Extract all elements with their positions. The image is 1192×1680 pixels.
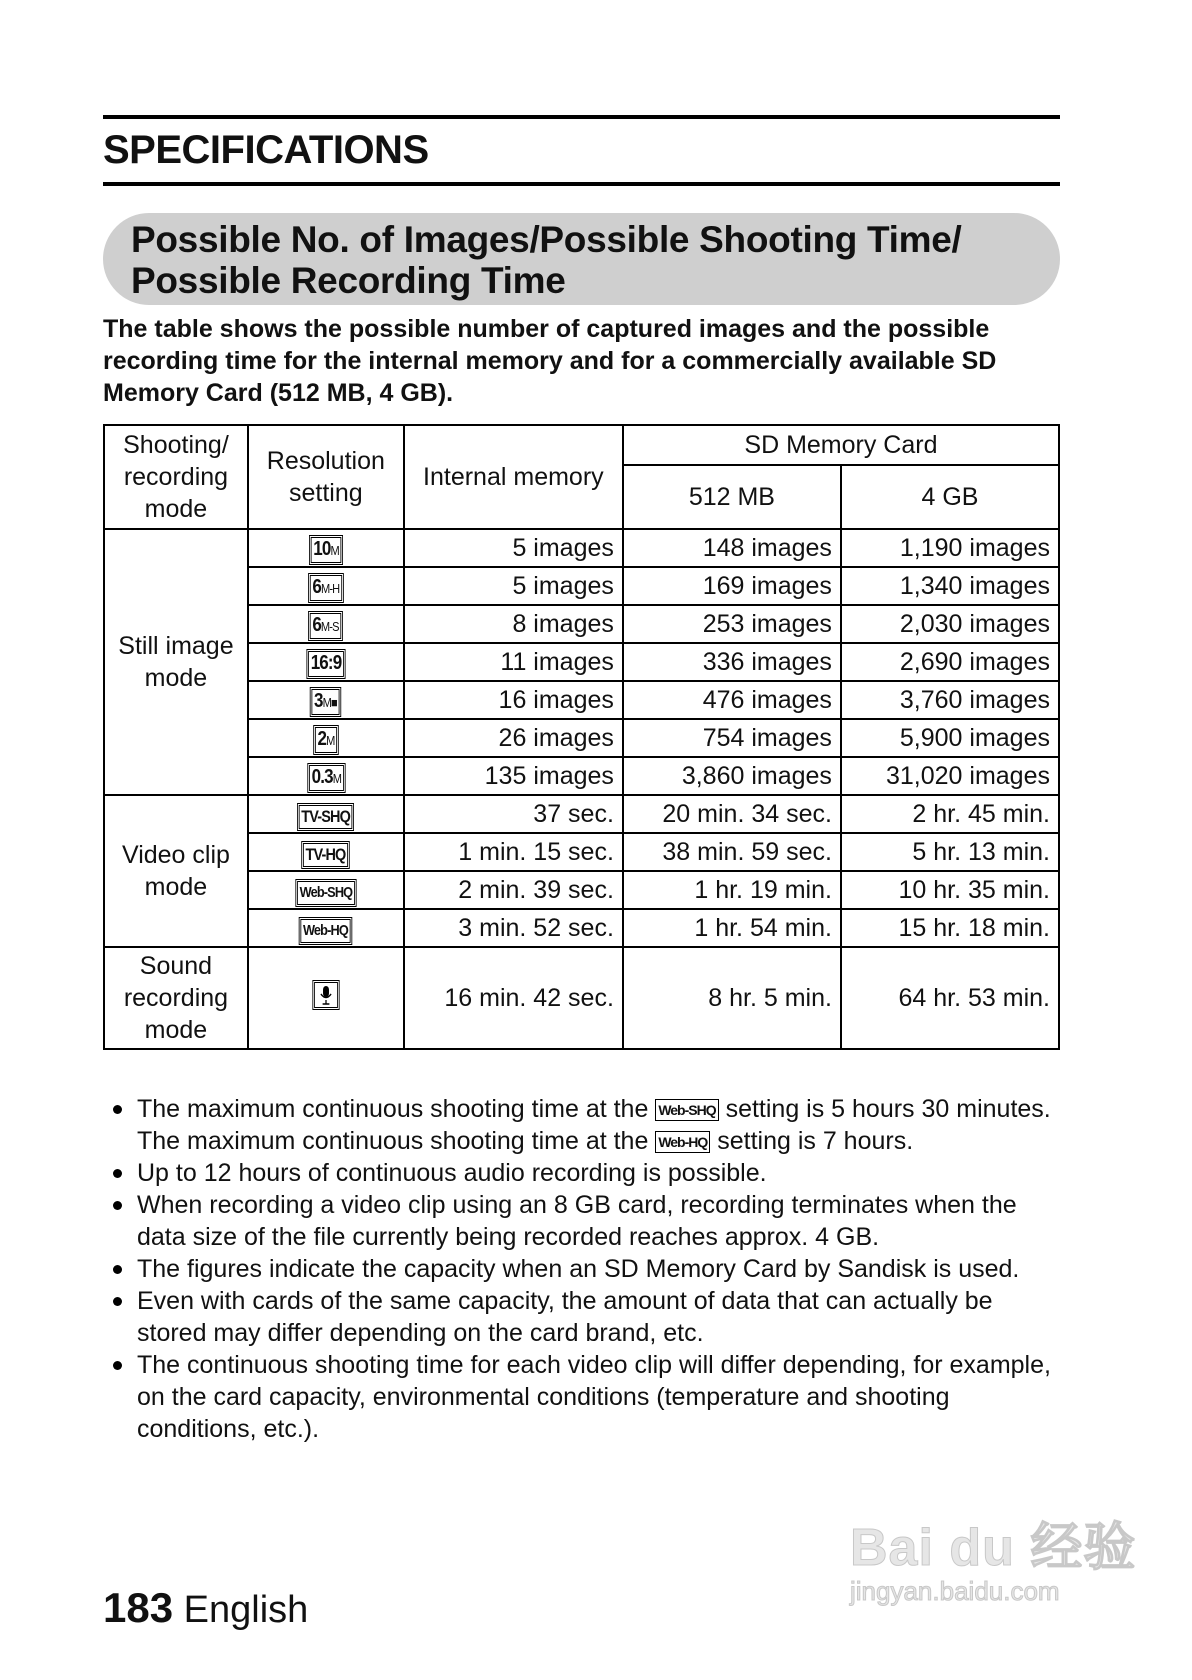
cell-internal: 16 images xyxy=(404,681,623,719)
resolution-6m-s-icon: 6M-S xyxy=(310,613,341,639)
subsection-banner xyxy=(103,213,1060,305)
table-row xyxy=(104,643,1059,681)
page-number: 183 xyxy=(103,1584,174,1631)
group-still-image: Still image mode xyxy=(104,529,248,795)
video-web-shq-icon: Web-SHQ xyxy=(655,1099,718,1121)
resolution-6m-h-icon: 6M-H xyxy=(310,575,342,601)
subsection-title xyxy=(131,219,962,301)
cell-4gb: 15 hr. 18 min. xyxy=(841,909,1059,947)
cell-internal: 8 images xyxy=(404,605,623,643)
subsection-title-line1: Possible No. of Images/Possible Shooting Time/ xyxy=(131,219,962,260)
cell-internal: 16 min. 42 sec. xyxy=(404,947,623,1049)
cell-512mb: 476 images xyxy=(623,681,841,719)
cell-4gb: 5 hr. 13 min. xyxy=(841,833,1059,871)
table-row xyxy=(104,529,1059,567)
cell-512mb: 169 images xyxy=(623,567,841,605)
table-row xyxy=(104,757,1059,795)
header-sd-card: SD Memory Card xyxy=(623,425,1059,465)
video-web-hq-icon: Web-HQ xyxy=(655,1131,710,1153)
video-tv-shq-icon: TV-SHQ xyxy=(299,805,353,829)
resolution-0-3m-icon: 0.3M xyxy=(309,765,344,791)
section-title: SPECIFICATIONS xyxy=(103,128,429,172)
resolution-10m-icon: 10M xyxy=(310,537,341,563)
cell-internal: 26 images xyxy=(404,719,623,757)
video-web-hq-icon: Web-HQ xyxy=(301,919,351,943)
page-language: English xyxy=(183,1589,309,1631)
top-rule xyxy=(103,115,1060,119)
cell-4gb: 2,690 images xyxy=(841,643,1059,681)
cell-4gb: 2,030 images xyxy=(841,605,1059,643)
cell-4gb: 2 hr. 45 min. xyxy=(841,795,1059,833)
cell-internal: 5 images xyxy=(404,567,623,605)
cell-512mb: 20 min. 34 sec. xyxy=(623,795,841,833)
cell-512mb: 336 images xyxy=(623,643,841,681)
resolution-2m-icon: 2M xyxy=(315,727,337,753)
cell-512mb: 1 hr. 54 min. xyxy=(623,909,841,947)
cell-512mb: 148 images xyxy=(623,529,841,567)
table-row xyxy=(104,909,1059,947)
cell-internal: 5 images xyxy=(404,529,623,567)
subsection-title-line2: Possible Recording Time xyxy=(131,260,566,301)
cell-4gb: 3,760 images xyxy=(841,681,1059,719)
watermark-url: jingyan.baidu.com xyxy=(850,1576,1060,1606)
header-internal-memory: Internal memory xyxy=(404,425,623,529)
video-tv-hq-icon: TV-HQ xyxy=(303,843,348,867)
cell-internal: 1 min. 15 sec. xyxy=(404,833,623,871)
cell-512mb: 253 images xyxy=(623,605,841,643)
cell-4gb: 1,340 images xyxy=(841,567,1059,605)
notes-list xyxy=(103,1093,1060,1445)
cell-internal: 37 sec. xyxy=(404,795,623,833)
microphone-icon xyxy=(314,982,338,1008)
resolution-3m-icon: 3M■ xyxy=(312,689,340,715)
cell-internal: 11 images xyxy=(404,643,623,681)
note-item: Even with cards of the same capacity, the amount of data that can actually be stored may differ depending on the card brand, etc. xyxy=(103,1285,1060,1349)
header-resolution: Resolution setting xyxy=(248,425,404,529)
cell-4gb: 1,190 images xyxy=(841,529,1059,567)
note-item: The maximum continuous shooting time at the Web-SHQ setting is 5 hours 30 minutes. The maximum continuous shooting time at the Web-HQ setting is 7 hours. xyxy=(103,1093,1060,1157)
cell-internal: 135 images xyxy=(404,757,623,795)
note-item: Up to 12 hours of continuous audio recording is possible. xyxy=(103,1157,1060,1189)
page-footer xyxy=(103,1584,308,1632)
intro-paragraph: The table shows the possible number of captured images and the possible recording time for the internal memory and for a commercially available SD Memory Card (512 MB, 4 GB). xyxy=(103,315,997,407)
header-mode: Shooting/ recording mode xyxy=(104,425,248,529)
note-item: The continuous shooting time for each video clip will differ depending, for example, on the card capacity, environmental conditions (temperature and shooting conditions, etc.). xyxy=(103,1349,1060,1445)
table-row xyxy=(104,605,1059,643)
note-item: The figures indicate the capacity when an SD Memory Card by Sandisk is used. xyxy=(103,1253,1060,1285)
cell-512mb: 1 hr. 19 min. xyxy=(623,871,841,909)
table-row xyxy=(104,681,1059,719)
cell-4gb: 10 hr. 35 min. xyxy=(841,871,1059,909)
header-4gb: 4 GB xyxy=(841,465,1059,529)
group-sound-recording: Sound recording mode xyxy=(104,947,248,1049)
table-row xyxy=(104,947,1059,1049)
cell-4gb: 5,900 images xyxy=(841,719,1059,757)
note-item: When recording a video clip using an 8 GB card, recording terminates when the data size of the file currently being recorded reaches approx. 4 GB. xyxy=(103,1189,1060,1253)
baidu-watermark xyxy=(850,1505,1136,1607)
cell-4gb: 64 hr. 53 min. xyxy=(841,947,1059,1049)
capacity-table xyxy=(103,424,1060,1050)
cell-512mb: 8 hr. 5 min. xyxy=(623,947,841,1049)
cell-4gb: 31,020 images xyxy=(841,757,1059,795)
table-row xyxy=(104,833,1059,871)
header-512mb: 512 MB xyxy=(623,465,841,529)
cell-internal: 3 min. 52 sec. xyxy=(404,909,623,947)
table-row xyxy=(104,795,1059,833)
table-row xyxy=(104,719,1059,757)
table-row xyxy=(104,567,1059,605)
cell-512mb: 38 min. 59 sec. xyxy=(623,833,841,871)
video-web-shq-icon: Web-SHQ xyxy=(297,881,355,905)
bottom-rule xyxy=(103,182,1060,186)
watermark-brand: Bai du 经验 xyxy=(850,1519,1137,1577)
group-video-clip: Video clip mode xyxy=(104,795,248,947)
cell-512mb: 754 images xyxy=(623,719,841,757)
cell-512mb: 3,860 images xyxy=(623,757,841,795)
resolution-16-9-icon: 16:9 xyxy=(308,651,344,677)
table-row xyxy=(104,871,1059,909)
cell-internal: 2 min. 39 sec. xyxy=(404,871,623,909)
